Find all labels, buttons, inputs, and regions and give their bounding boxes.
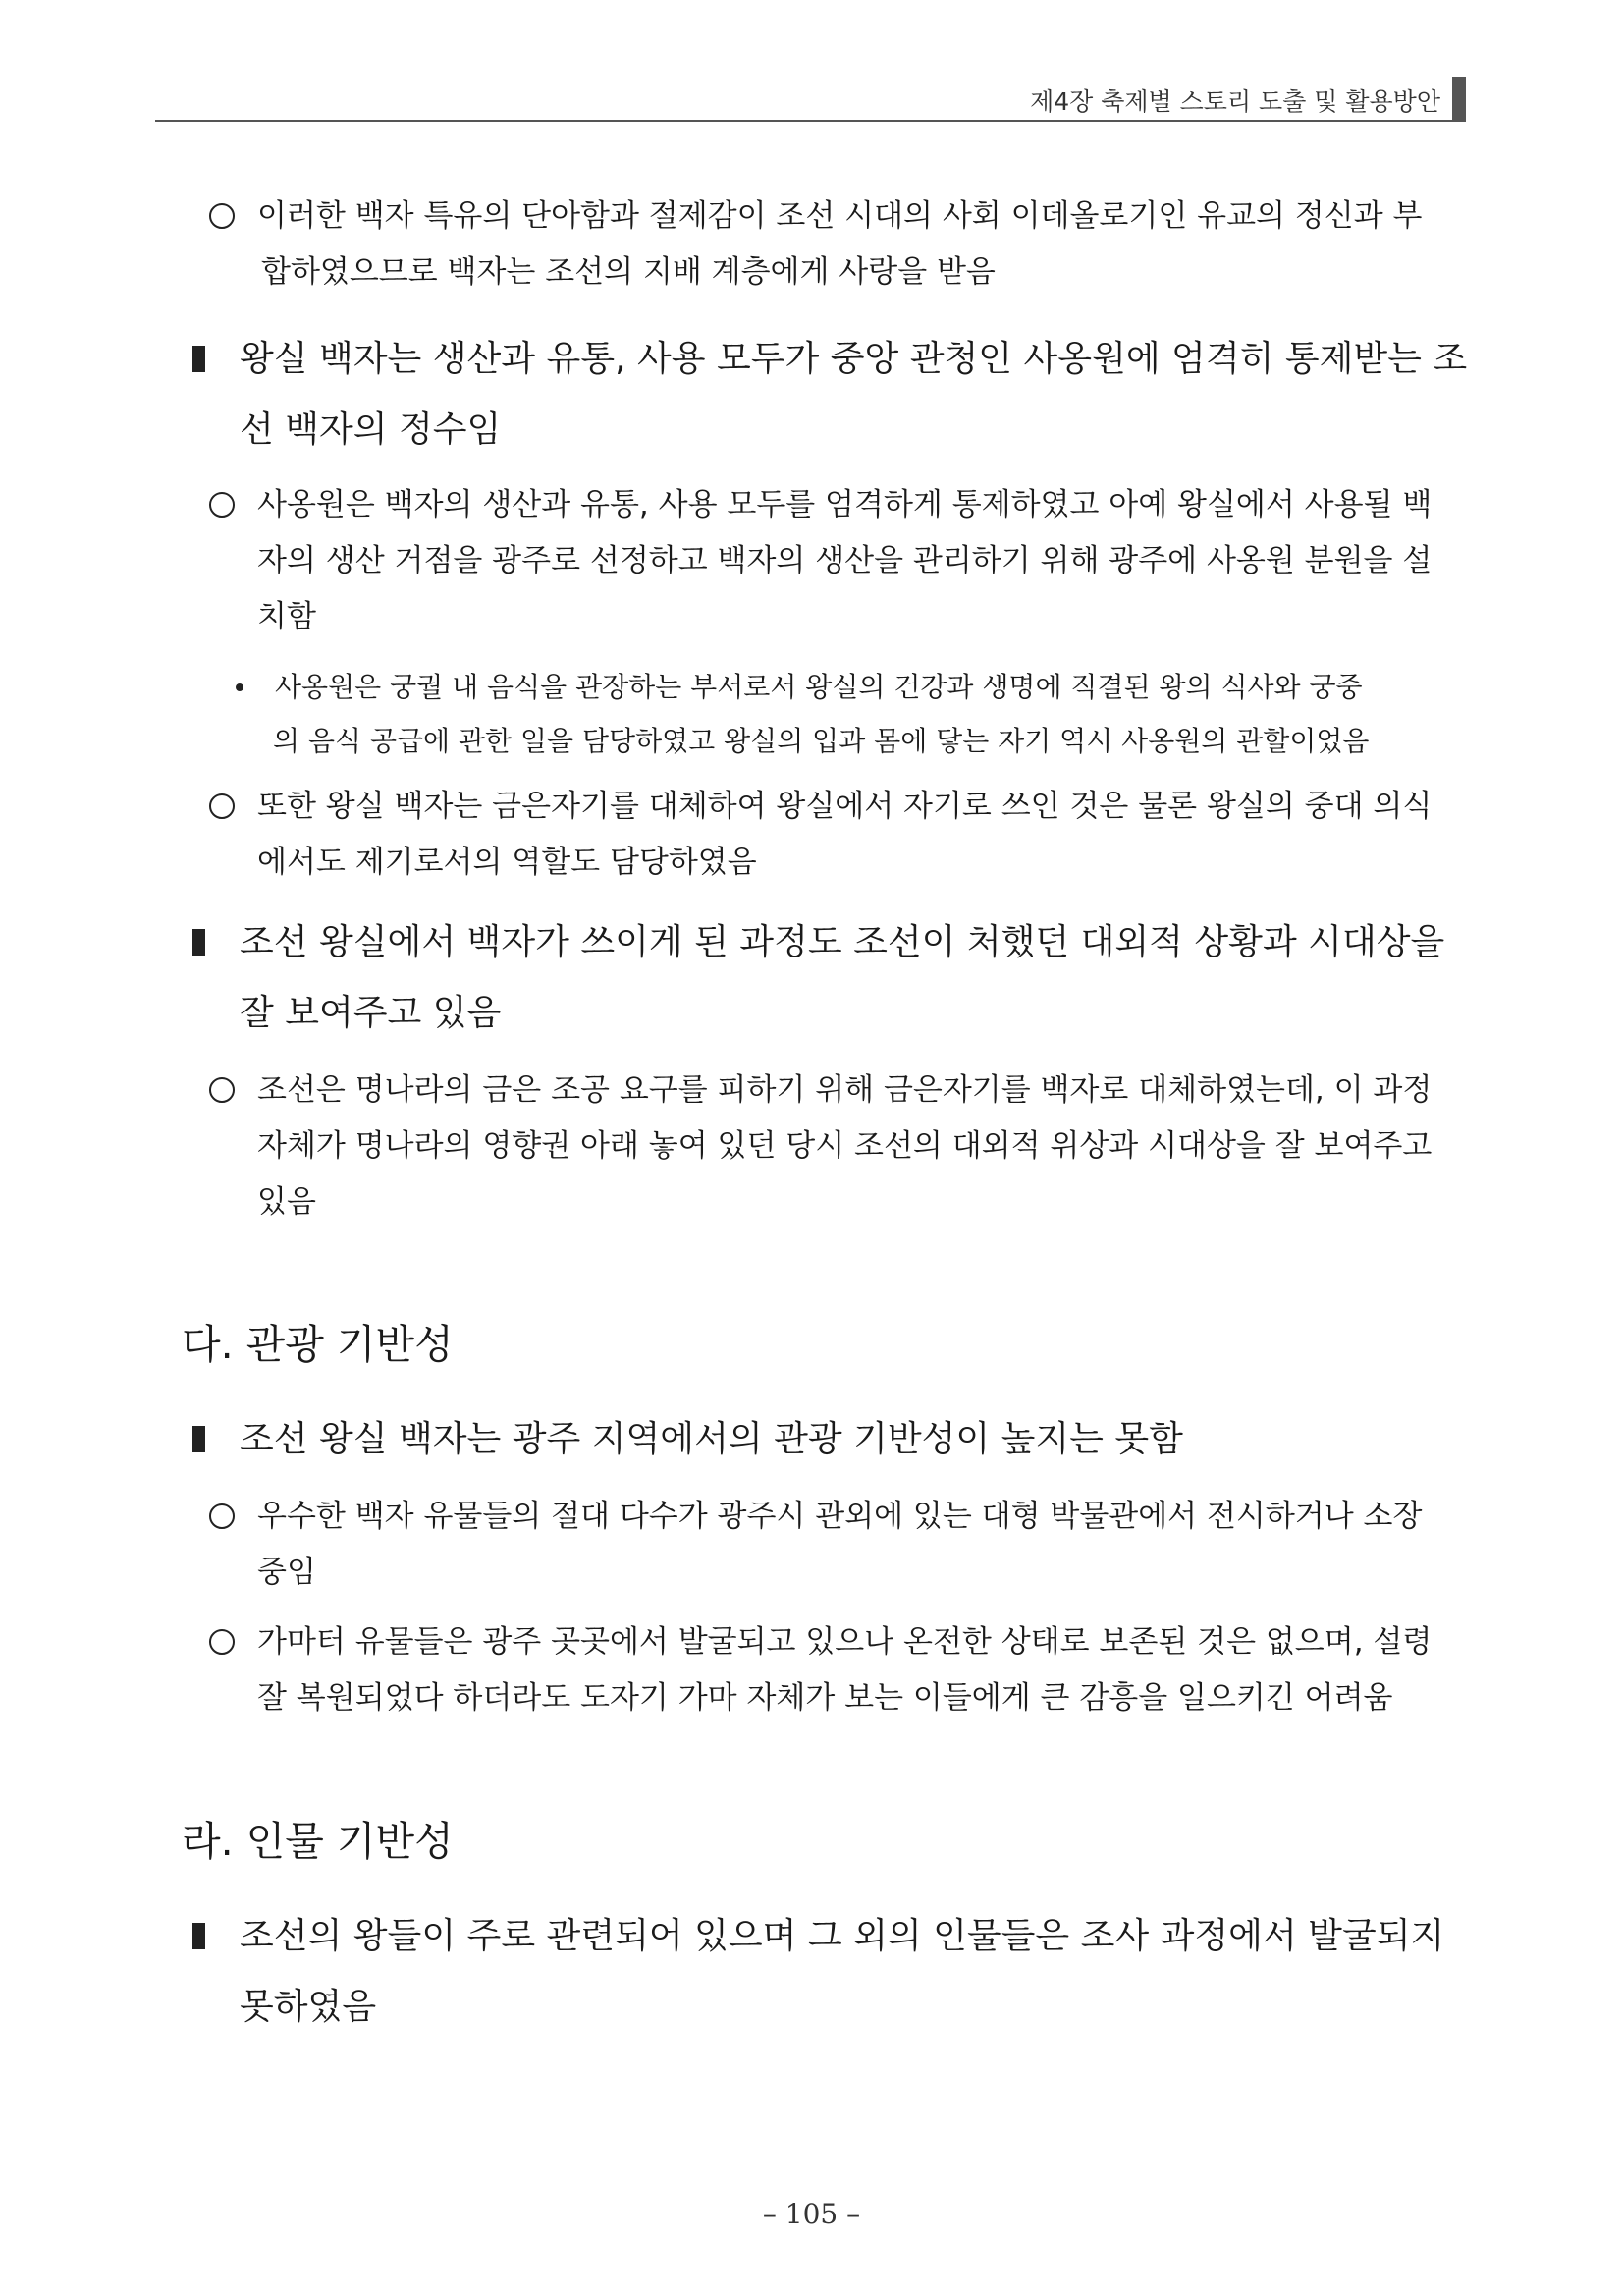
text-line: 우수한 백자 유물들의 절대 다수가 광주시 관외에 있는 대형 박물관에서 전시하거나 소장 xyxy=(257,1499,1423,1534)
text-line: 못하였음 xyxy=(240,1987,377,2027)
header-rule xyxy=(155,120,1466,122)
bullet-text xyxy=(240,324,1477,465)
bullet-text xyxy=(257,779,1475,891)
text-line: 자의 생산 거점을 광주로 선정하고 백자의 생산을 관리하기 위해 광주에 사옹원 분원을 설 xyxy=(257,543,1433,578)
text-line: 잘 보여주고 있음 xyxy=(240,993,502,1033)
bullet-text xyxy=(257,189,1475,301)
text-line: 조선은 명나라의 금은 조공 요구를 피하기 위해 금은자기를 백자로 대체하였는데, 이 과정 xyxy=(257,1072,1433,1108)
bullet-text xyxy=(240,907,1477,1049)
circle-bullet-icon xyxy=(209,1077,235,1103)
bullet-text xyxy=(257,1489,1475,1601)
text-line: 조선의 왕들이 주로 관련되어 있으며 그 외의 인물들은 조사 과정에서 발굴되지 xyxy=(240,1916,1445,1956)
bullet-text xyxy=(257,1063,1475,1230)
text-line: 잘 복원되었다 하더라도 도자기 가마 자체가 보는 이들에게 큰 감흥을 일으키긴 어려움 xyxy=(257,1680,1393,1716)
circle-bullet-icon xyxy=(209,793,235,819)
bullet-text xyxy=(240,1901,1477,2043)
circle-bullet-icon xyxy=(209,1503,235,1529)
page-header xyxy=(155,77,1466,122)
text-line: 이러한 백자 특유의 단아함과 절제감이 조선 시대의 사회 이데올로기인 유교의 정신과 부 xyxy=(257,198,1423,234)
square-bullet-icon xyxy=(192,929,205,956)
dot-bullet-icon xyxy=(236,683,243,691)
header-accent-bar xyxy=(1452,77,1466,122)
text-line: 자체가 명나라의 영향권 아래 놓여 있던 당시 조선의 대외적 위상과 시대상을 잘 보여주고 xyxy=(257,1128,1433,1164)
bullet-text xyxy=(257,477,1475,645)
square-bullet-icon xyxy=(192,1923,205,1949)
text-line: 중임 xyxy=(257,1555,316,1590)
text-line: 선 백자의 정수임 xyxy=(240,410,502,450)
text-line: 의 음식 공급에 관한 일을 담당하였고 왕실의 입과 몸에 닿는 자기 역시 사옹원의 관할이었음 xyxy=(273,725,1370,757)
circle-bullet-icon xyxy=(209,203,235,229)
text-line: 가마터 유물들은 광주 곳곳에서 발굴되고 있으나 온전한 상태로 보존된 것은 없으며, 설령 xyxy=(257,1624,1433,1660)
square-bullet-icon xyxy=(192,346,205,372)
text-line: 합하였으므로 백자는 조선의 지배 계층에게 사랑을 받음 xyxy=(261,254,996,290)
text-line: 왕실 백자는 생산과 유통, 사용 모두가 중앙 관청인 사옹원에 엄격히 통제받는 조 xyxy=(240,339,1468,379)
bullet-text xyxy=(275,660,1478,768)
circle-bullet-icon xyxy=(209,492,235,518)
text-line: 조선 왕실에서 백자가 쓰이게 된 과정도 조선이 처했던 대외적 상황과 시대상을 xyxy=(240,922,1445,962)
section-heading: 다. 관광 기반성 xyxy=(182,1321,454,1368)
text-line: 치함 xyxy=(257,599,316,634)
text-line: 사옹원은 백자의 생산과 유통, 사용 모두를 엄격하게 통제하였고 아예 왕실에서 사용될 백 xyxy=(257,487,1433,522)
square-bullet-icon xyxy=(192,1426,205,1452)
section-heading: 라. 인물 기반성 xyxy=(182,1818,454,1865)
text-line: 또한 왕실 백자는 금은자기를 대체하여 왕실에서 자기로 쓰인 것은 물론 왕실의 중대 의식 xyxy=(257,789,1433,824)
bullet-text xyxy=(257,1614,1475,1726)
chapter-title: 제4장 축제별 스토리 도출 및 활용방안 xyxy=(1030,87,1440,116)
text-line: 에서도 제기로서의 역할도 담당하였음 xyxy=(257,845,757,880)
text-line: 있음 xyxy=(257,1184,316,1220)
page-number: – 105 – xyxy=(762,2198,861,2230)
text-line: 사옹원은 궁궐 내 음식을 관장하는 부서로서 왕실의 건강과 생명에 직결된 왕의 식사와 궁중 xyxy=(275,671,1363,703)
text-line: 조선 왕실 백자는 광주 지역에서의 관광 기반성이 높지는 못함 xyxy=(240,1419,1183,1459)
bullet-text xyxy=(240,1404,1477,1475)
circle-bullet-icon xyxy=(209,1629,235,1655)
